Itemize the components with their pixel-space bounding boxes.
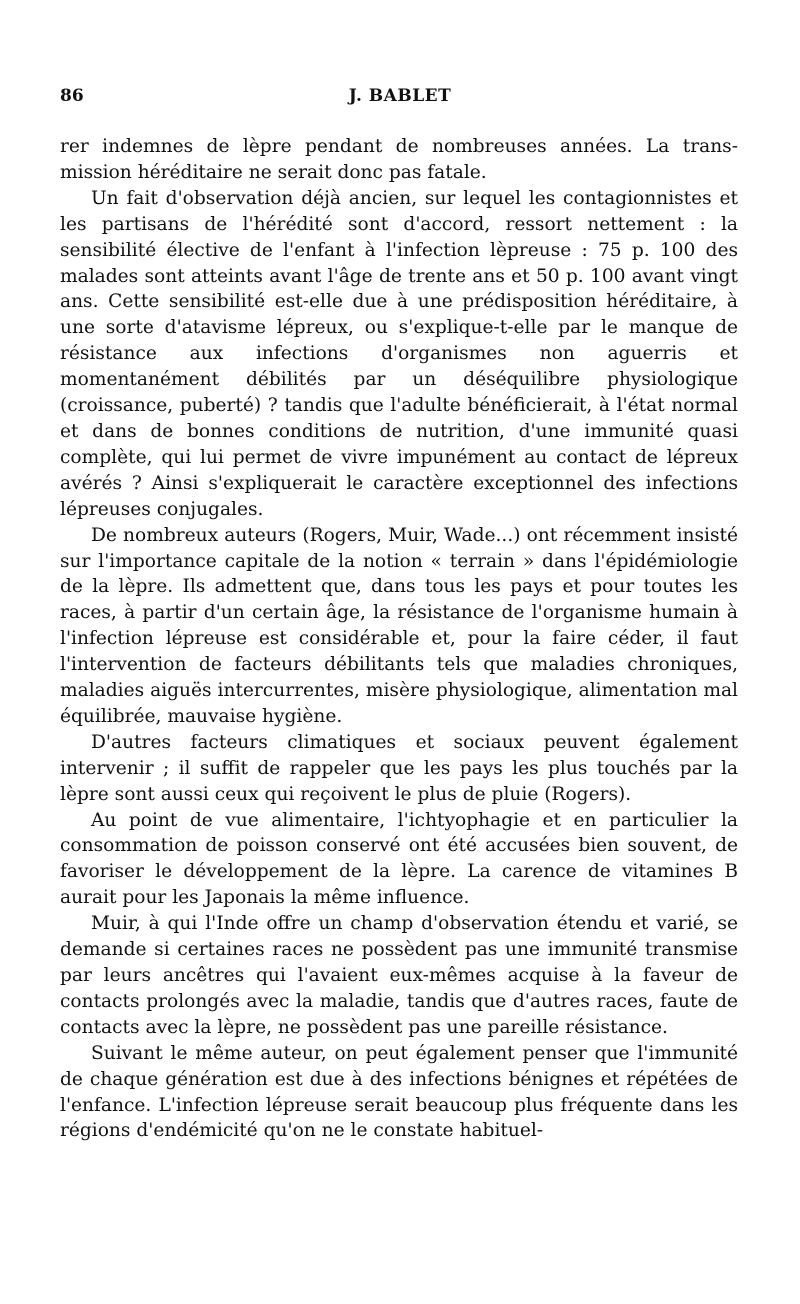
paragraph-1: rer indemnes de lèpre pendant de nombreuses années. La trans-mission héréditaire ne serait donc pas fatale.: [60, 136, 738, 183]
page-header: [60, 86, 740, 110]
paragraph-7: Suivant le même auteur, on peut également penser que l'immunité de chaque génération est due à des infections bénignes et répétées de l'enfance. L'infection lépreuse serait beaucoup plus fréquente dans les régions d'endémicité qu'on ne le constate habituel-: [60, 1042, 738, 1142]
running-head: J. BABLET: [348, 86, 452, 106]
paragraph-2: Un fait d'observation déjà ancien, sur lequel les contagionnistes et les partisans de l'hérédité sont d'accord, ressort nettement : la sensibilité élective de l'enfant à l'infection lèpreuse : 75 p. 100 des malades sont atteints avant l'âge de trente ans et 50 p. 100 avant vingt ans. Cette sensibilité est-elle due à une prédisposition héréditaire, à une sorte d'atavisme lépreux, ou s'explique-t-elle par le manque de résistance aux infections d'organismes non aguerris et momentanément débilités par un déséquilibre physiologique (croissance, puberté) ? tandis que l'adulte bénéficierait, à l'état normal et dans de bonnes conditions de nutrition, d'une immunité quasi complète, qui lui permet de vivre impunément au contact de lépreux avérés ? Ainsi s'expliquerait le caractère exceptionnel des infections lépreuses conjugales.: [60, 187, 738, 520]
paragraph-3: De nombreux auteurs (Rogers, Muir, Wade...) ont récemment insisté sur l'importance capitale de la notion « terrain » dans l'épidémiologie de la lèpre. Ils admettent que, dans tous les pays et pour toutes les races, à partir d'un certain âge, la résistance de l'organisme humain à l'infection lépreuse est considérable et, pour la faire céder, il faut l'intervention de facteurs débilitants tels que maladies chroniques, maladies aiguës intercurrentes, misère physiologique, alimentation mal équilibrée, mauvaise hygiène.: [60, 524, 738, 727]
paragraph-5: Au point de vue alimentaire, l'ichtyophagie et en particulier la consommation de poisson conservé ont été accusées bien souvent, de favoriser le développement de la lèpre. La carence de vitamines B aurait pour les Japonais la même influence.: [60, 809, 738, 909]
paragraph-6: Muir, à qui l'Inde offre un champ d'observation étendu et varié, se demande si certaines races ne possèdent pas une immunité transmise par leurs ancêtres qui l'avaient eux-mêmes acquise à la faveur de contacts prolongés avec la maladie, tandis que d'autres races, faute de contacts avec la lèpre, ne possèdent pas une pareille résistance.: [60, 913, 738, 1038]
body-text: [60, 134, 738, 1144]
paragraph-4: D'autres facteurs climatiques et sociaux peuvent également intervenir ; il suffit de rappeler que les pays les plus touchés par la lèpre sont aussi ceux qui reçoivent le plus de pluie (Rogers).: [60, 731, 738, 805]
page-number: 86: [60, 86, 84, 106]
